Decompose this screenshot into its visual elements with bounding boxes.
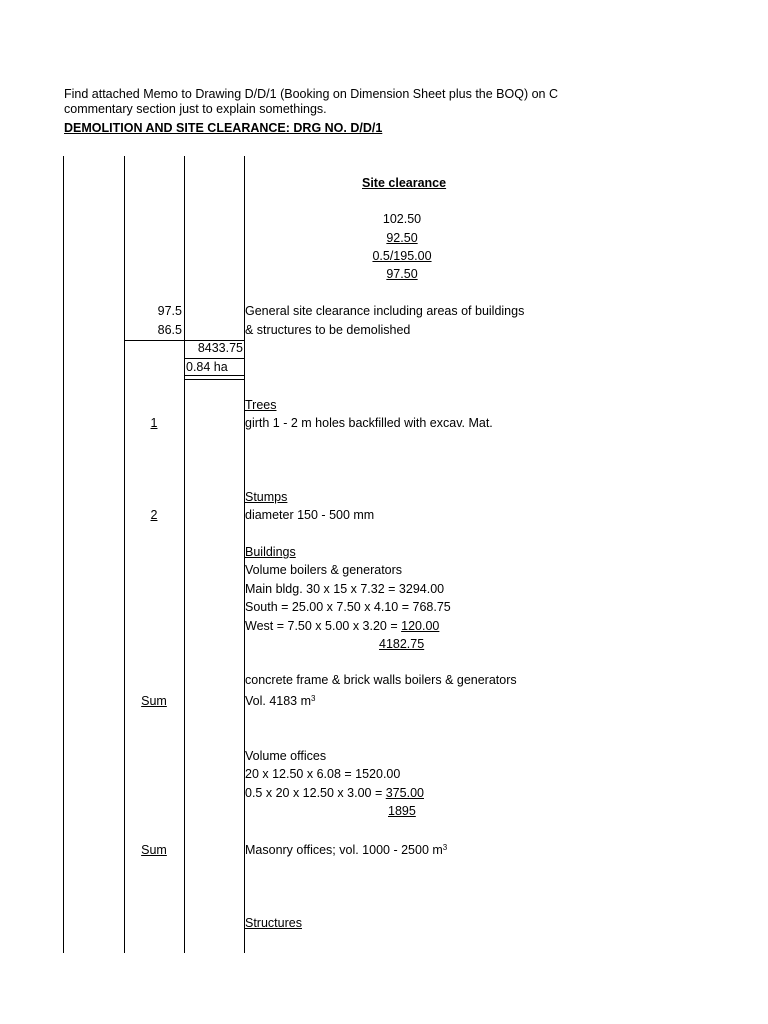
stumps-qty: 2 xyxy=(150,508,158,522)
intro-line-1: Find attached Memo to Drawing D/D/1 (Booking on Dimension Sheet plus the BOQ) on C xyxy=(64,87,558,101)
offices-line-2-value: 375.00 xyxy=(385,786,424,800)
site-clearance-heading: Site clearance xyxy=(362,176,447,190)
buildings-total: 4182.75 xyxy=(379,637,425,651)
trees-qty: 1 xyxy=(150,416,158,430)
section-title: DEMOLITION AND SITE CLEARANCE: DRG NO. D/D/1 xyxy=(64,121,383,135)
offices-line-1: 20 x 12.50 x 6.08 = 1520.00 xyxy=(245,767,401,781)
offices-desc xyxy=(245,843,447,858)
dim-3: 0.5/195.00 xyxy=(372,249,432,263)
buildings-line-1: Volume boilers & generators xyxy=(245,563,403,577)
dim-2: 92.50 xyxy=(386,231,418,245)
dim-4: 97.50 xyxy=(386,267,418,281)
hectare-result: 0.84 ha xyxy=(186,360,228,374)
rule-timesing xyxy=(124,156,125,953)
intro-line-2: commentary section just to explain somethings. xyxy=(64,102,327,116)
frame-desc: concrete frame & brick walls boilers & generators xyxy=(245,673,517,687)
dim-1: 102.50 xyxy=(382,212,422,226)
offices-total: 1895 xyxy=(388,804,416,818)
structures-heading: Structures xyxy=(245,916,302,930)
stumps-heading: Stumps xyxy=(245,490,288,504)
sum-1: Sum xyxy=(141,694,167,708)
squared-value: 8433.75 xyxy=(197,341,243,355)
vol-1-text: Vol. 4183 m xyxy=(245,694,312,708)
site-clearance-desc-2: & structures to be demolished xyxy=(245,323,411,337)
buildings-heading: Buildings xyxy=(245,545,296,559)
offices-heading: Volume offices xyxy=(245,749,327,763)
result-line xyxy=(184,358,245,359)
buildings-line-3: South = 25.00 x 7.50 x 4.10 = 768.75 xyxy=(245,600,451,614)
offices-desc-text: Masonry offices; vol. 1000 - 2500 m xyxy=(245,843,443,857)
vol-1-sup: 3 xyxy=(311,694,316,703)
timesing-2: 86.5 xyxy=(157,323,182,337)
offices-line-2 xyxy=(245,786,424,801)
rule-left xyxy=(63,156,64,953)
buildings-line-4-value: 120.00 xyxy=(401,619,440,633)
site-clearance-desc-1: General site clearance including areas of buildings xyxy=(245,304,525,318)
stumps-desc: diameter 150 - 500 mm xyxy=(245,508,375,522)
trees-desc: girth 1 - 2 m holes backfilled with excav. Mat. xyxy=(245,416,493,430)
rule-dimension xyxy=(184,156,185,953)
offices-line-2-text: 0.5 x 20 x 12.50 x 3.00 = xyxy=(245,786,386,800)
result-double-line xyxy=(184,375,245,380)
timesing-1: 97.5 xyxy=(157,304,182,318)
sum-2: Sum xyxy=(141,843,167,857)
buildings-line-4-text: West = 7.50 x 5.00 x 3.20 = xyxy=(245,619,402,633)
trees-heading: Trees xyxy=(245,398,277,412)
buildings-line-4 xyxy=(245,619,439,634)
buildings-line-2: Main bldg. 30 x 15 x 7.32 = 3294.00 xyxy=(245,582,445,596)
offices-desc-sup: 3 xyxy=(442,843,448,852)
vol-1 xyxy=(245,694,315,709)
